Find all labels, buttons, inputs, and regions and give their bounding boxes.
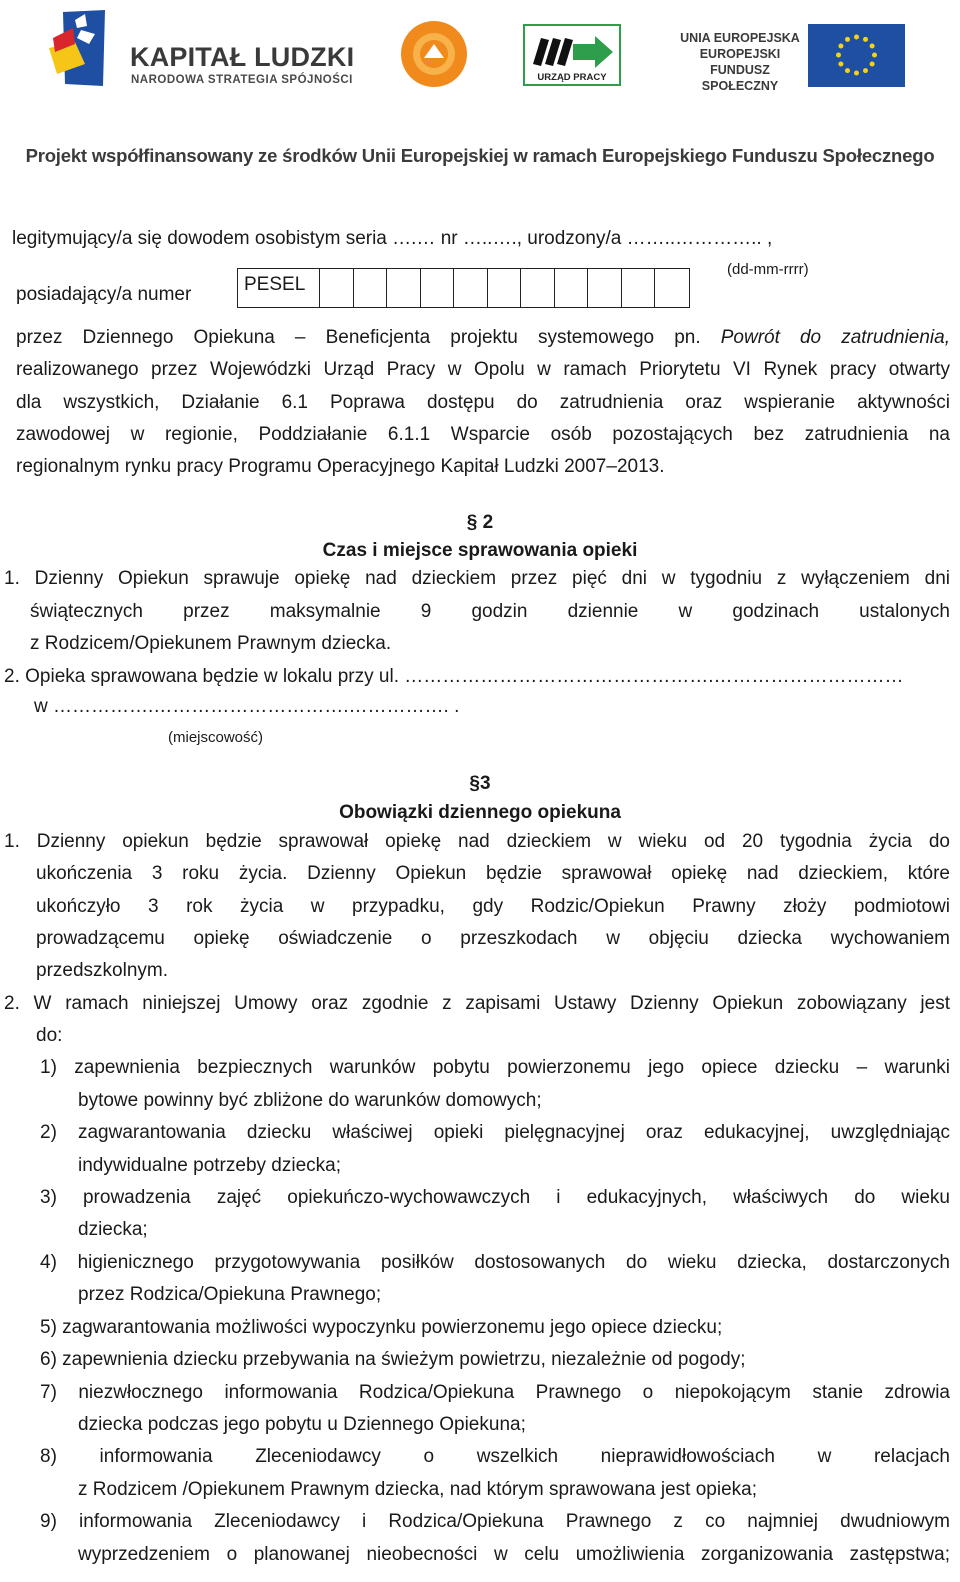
- eu-text-block: [675, 30, 805, 94]
- powrot-do-zatrudnienia-logo: [398, 18, 470, 90]
- section-3-number: §3: [469, 773, 491, 794]
- kapital-ludzki-subtitle: NARODOWA STRATEGIA SPÓJNOŚCI: [131, 74, 353, 86]
- eu-line-1: UNIA EUROPEJSKA: [680, 31, 800, 45]
- duty-7-line-2: dziecka podczas jego pobytu u Dziennego Opiekuna;: [78, 1414, 526, 1435]
- duty-5-line-1: 5) zagwarantowania możliwości wypoczynku powierzonemu jego opiece dziecku;: [40, 1317, 723, 1338]
- pesel-digit-cell[interactable]: [387, 269, 421, 307]
- duty-8-line-2: z Rodzicem /Opiekunem Prawnym dziecka, nad którym sprawowana jest opieka;: [78, 1479, 758, 1500]
- section-2-item-1-line-2: świątecznych przez maksymalnie 9 godzin dziennie w godzinach ustalonych: [30, 601, 950, 622]
- pesel-field[interactable]: [237, 268, 690, 308]
- duty-8-line-1: 8) informowania Zleceniodawcy o wszelkich nieprawidłowościach w relacjach: [40, 1446, 950, 1467]
- section-3-item-1-line-2: ukończenia 3 roku życia. Dzienny Opiekun będzie sprawował opiekę nad dzieckiem, które: [36, 863, 950, 884]
- duty-2-line-1: 2) zagwarantowania dziecku właściwej opieki pielęgnacyjnej oraz edukacyjnej, uwzględniając: [40, 1122, 950, 1143]
- kapital-ludzki-title: KAPITAŁ LUDZKI: [130, 42, 355, 72]
- section-2-title: Czas i miejsce sprawowania opieki: [322, 540, 638, 561]
- section-3-item-1-line-5: przedszkolnym.: [36, 960, 168, 981]
- pesel-prefix: posiadający/a numer: [16, 284, 192, 305]
- powrot-badge-icon: [398, 18, 470, 90]
- section-2-item-2-line-1: 2. Opieka sprawowana będzie w lokalu przy ul. ………………………………………….…………………………: [4, 666, 904, 687]
- section-2-number: § 2: [466, 512, 494, 533]
- pesel-digit-cell[interactable]: [588, 269, 622, 307]
- pesel-digit-cell[interactable]: [354, 269, 388, 307]
- duty-4-line-2: przez Rodzica/Opiekuna Prawnego;: [78, 1284, 382, 1305]
- section-3-item-2-line-1: 2. W ramach niniejszej Umowy oraz zgodnie z zapisami Ustawy Dzienny Opiekun zobowiązany jest: [4, 993, 950, 1014]
- duty-6-line-1: 6) zapewnienia dziecku przebywania na świeżym powietrzu, niezależnie od pogody;: [40, 1349, 746, 1370]
- kapital-ludzki-emblem-icon: [45, 8, 125, 88]
- pesel-digit-cell[interactable]: [421, 269, 455, 307]
- section-3-item-2-line-2: do:: [36, 1025, 63, 1046]
- section-2-item-1-line-3: z Rodzicem/Opiekunem Prawnym dziecka.: [30, 633, 392, 654]
- pesel-digit-cell[interactable]: [454, 269, 488, 307]
- eu-flag-icon: [808, 24, 905, 87]
- pesel-digit-cell[interactable]: [320, 269, 354, 307]
- pesel-digit-cell[interactable]: [521, 269, 555, 307]
- pesel-digit-cell[interactable]: [488, 269, 522, 307]
- duty-2-line-2: indywidualne potrzeby dziecka;: [78, 1155, 341, 1176]
- section-3-title: Obowiązki dziennego opiekuna: [339, 802, 621, 823]
- project-tagline: Projekt współfinansowany ze środków Unii Europejskiej w ramach Europejskiego Funduszu Społecznego: [25, 145, 935, 166]
- section-2-item-2-line-2: w …………….………………………….……………. .: [34, 696, 460, 717]
- pesel-digit-cell[interactable]: [622, 269, 656, 307]
- duty-7-line-1: 7) niezwłocznego informowania Rodzica/Opiekuna Prawnego o niepokojącym stanie zdrowia: [40, 1382, 950, 1403]
- duty-9-line-1: 9) informowania Zleceniodawcy i Rodzica/Opiekuna Prawnego z co najmniej dwudniowym: [40, 1511, 950, 1532]
- section-3-item-1-line-3: ukończyło 3 rok życia w przypadku, gdy Rodzic/Opiekun Prawny złoży podmiotowi: [36, 896, 950, 917]
- pesel-digit-cell[interactable]: [555, 269, 589, 307]
- eu-line-3: FUNDUSZ SPOŁECZNY: [701, 63, 779, 93]
- intro-paragraph-line-1: przez Dziennego Opiekuna – Beneficjenta projektu systemowego pn. Powrót do zatrudnienia,: [16, 327, 950, 348]
- duty-3-line-2: dziecka;: [78, 1219, 148, 1240]
- eu-line-2: EUROPEJSKI: [699, 47, 781, 61]
- section-3-item-1-line-4: prowadzącemu opiekę oświadczenie o przeszkodach w objęciu dziecka wychowaniem: [36, 928, 950, 949]
- section-3-item-1-line-1: 1. Dzienny opiekun będzie sprawował opiekę nad dzieckiem w wieku od 20 tygodnia życia do: [4, 831, 950, 852]
- kapital-ludzki-logo: [45, 8, 355, 88]
- intro-paragraph-line-4: zawodowej w regionie, Poddziałanie 6.1.1 Wsparcie osób pozostających bez zatrudnienia na: [16, 424, 950, 445]
- duty-1-line-2: bytowe powinny być zbliżone do warunków domowych;: [78, 1090, 542, 1111]
- date-format-hint: (dd-mm-rrrr): [727, 261, 809, 278]
- urzad-pracy-logo: [523, 24, 621, 86]
- urzad-pracy-label: URZĄD PRACY: [537, 72, 607, 83]
- intro-paragraph-line-2: realizowanego przez Wojewódzki Urząd Pracy w Opolu w ramach Priorytetu VI Rynek pracy otwarty: [16, 359, 950, 380]
- duty-4-line-1: 4) higienicznego przygotowywania posiłków dostosowanych do wieku dziecka, dostarczonych: [40, 1252, 950, 1273]
- section-2-item-1-line-1: 1. Dzienny Opiekun sprawuje opiekę nad dzieckiem przez pięć dni w tygodniu z wyłączeniem dni: [4, 568, 950, 589]
- pesel-digit-cell[interactable]: [655, 269, 689, 307]
- duty-1-line-1: 1) zapewnienia bezpiecznych warunków pobytu powierzonemu jego opiece dziecku – warunki: [40, 1057, 950, 1078]
- id-line: legitymujący/a się dowodem osobistym seria ….… nr …..…., urodzony/a ……..………….. ,: [12, 228, 773, 249]
- duty-3-line-1: 3) prowadzenia zajęć opiekuńczo-wychowawczych i edukacyjnych, właściwych do wieku: [40, 1187, 950, 1208]
- duty-9-line-2: wyprzedzeniem o planowanej nieobecności w celu umożliwienia zorganizowania zastępstwa;: [78, 1544, 950, 1565]
- eu-flag: [808, 24, 905, 87]
- place-hint: (miejscowość): [168, 729, 264, 746]
- pesel-label: PESEL: [238, 269, 320, 307]
- intro-paragraph-line-5: regionalnym rynku pracy Programu Operacyjnego Kapitał Ludzki 2007–2013.: [16, 456, 665, 477]
- intro-paragraph-line-3: dla wszystkich, Działanie 6.1 Poprawa dostępu do zatrudnienia oraz wspieranie aktywności: [16, 392, 950, 413]
